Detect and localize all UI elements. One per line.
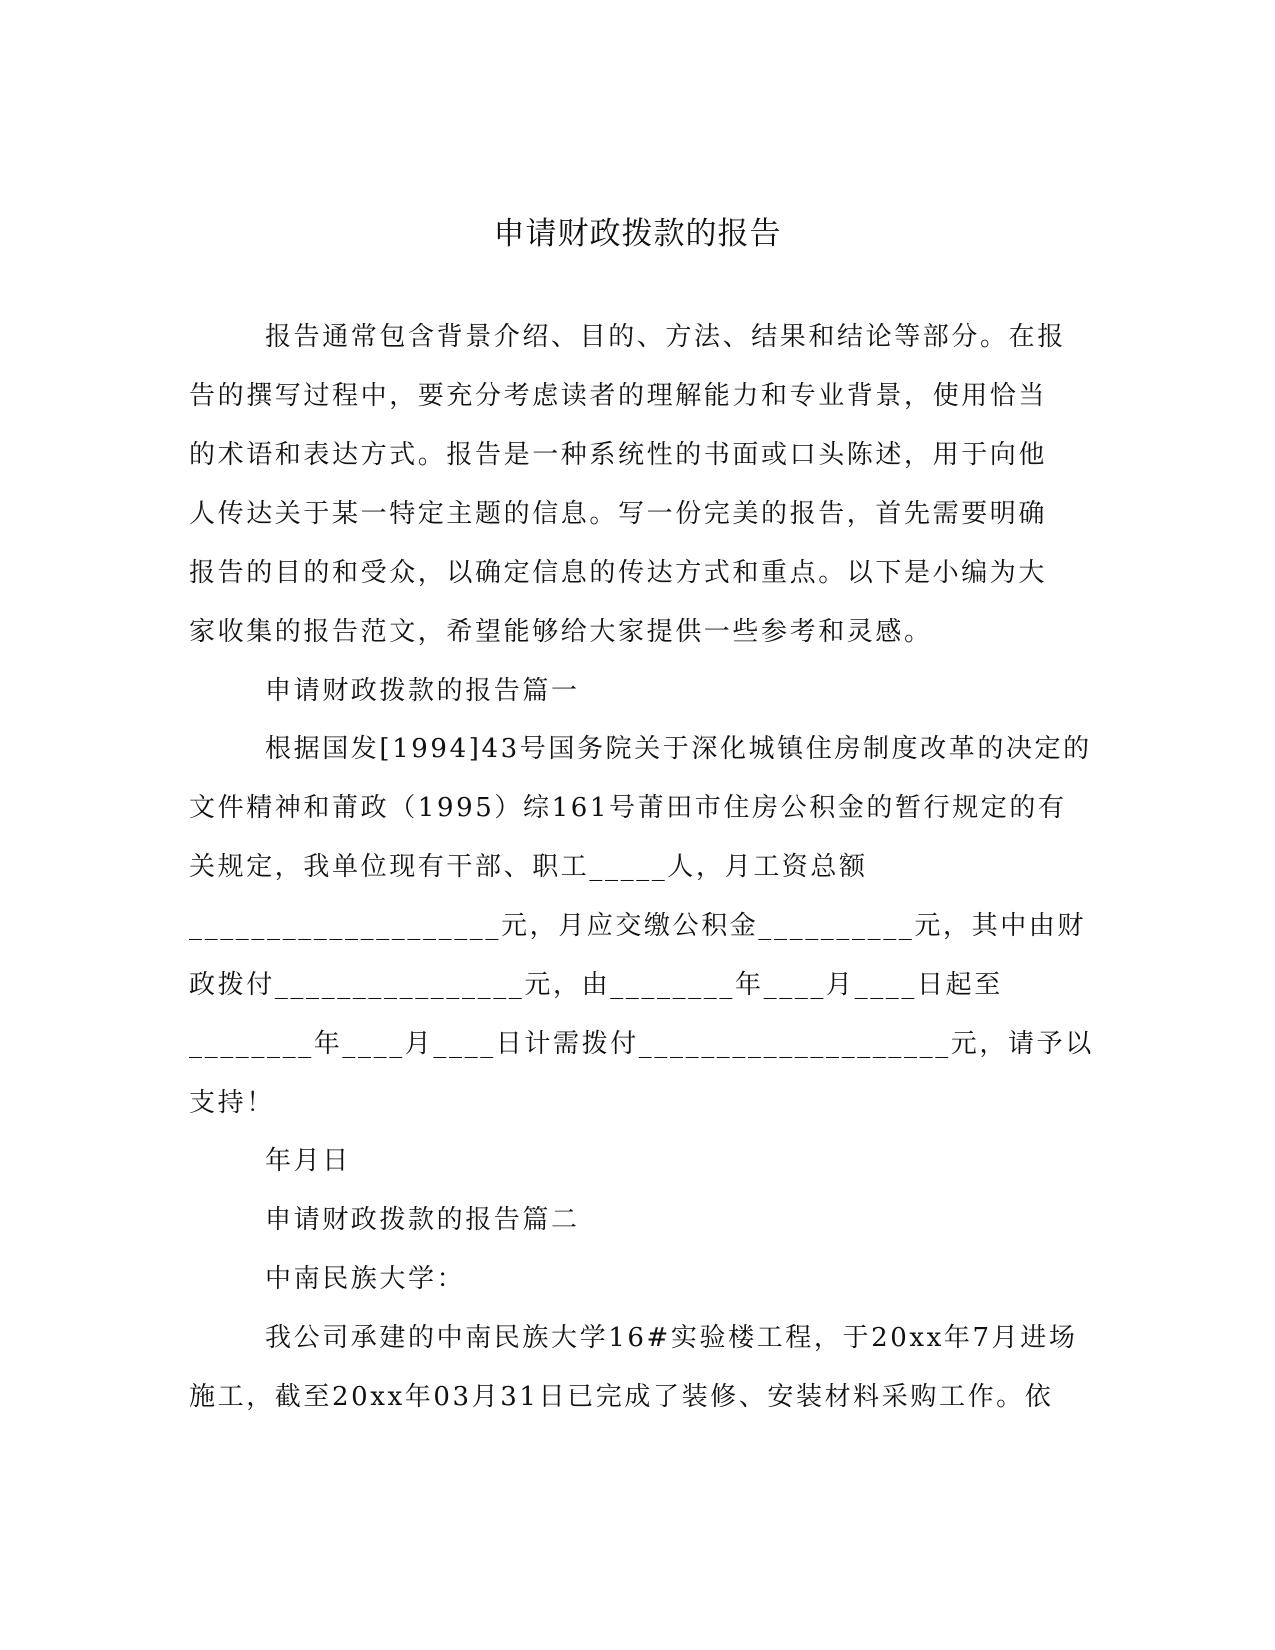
paragraph-line: 关规定，我单位现有干部、职工_____人，月工资总额: [189, 852, 868, 882]
paragraph-line: 人传达关于某一特定主题的信息。写一份完美的报告，首先需要明确: [189, 499, 1048, 529]
paragraph-line: 文件精神和莆政（1995）综161号莆田市住房公积金的暂行规定的有: [189, 793, 1067, 823]
paragraph-line: 的术语和表达方式。报告是一种系统性的书面或口头陈述，用于向他: [189, 440, 1048, 470]
paragraph-line: 支持！: [189, 1088, 275, 1118]
section-heading: 申请财政拨款的报告篇二: [265, 1205, 580, 1235]
paragraph-line: 报告的目的和受众，以确定信息的传达方式和重点。以下是小编为大: [189, 558, 1048, 588]
section-heading: 申请财政拨款的报告篇一: [265, 676, 580, 706]
paragraph-line: ____________________元，月应交缴公积金__________元，其中由财: [189, 911, 1086, 941]
paragraph-line: 根据国发[1994]43号国务院关于深化城镇住房制度改革的决定的: [265, 734, 1092, 764]
paragraph-line: ________年____月____日计需拨付____________________元，请予以: [189, 1029, 1094, 1059]
paragraph-line: 报告通常包含背景介绍、目的、方法、结果和结论等部分。在报: [265, 322, 1066, 352]
paragraph-line: 施工，截至20xx年03月31日已完成了装修、安装材料采购工作。依: [189, 1382, 1054, 1412]
paragraph-line: 家收集的报告范文，希望能够给大家提供一些参考和灵感。: [189, 617, 933, 647]
paragraph-line: 我公司承建的中南民族大学16#实验楼工程，于20xx年7月进场: [265, 1323, 1078, 1353]
paragraph-line: 告的撰写过程中，要充分考虑读者的理解能力和专业背景，使用恰当: [189, 381, 1048, 411]
addressee: 中南民族大学：: [265, 1264, 466, 1294]
date-line: 年月日: [265, 1146, 351, 1176]
document-title: 申请财政拨款的报告: [493, 216, 782, 252]
paragraph-line: 政拨付________________元，由________年____月____日起至: [189, 970, 1003, 1000]
